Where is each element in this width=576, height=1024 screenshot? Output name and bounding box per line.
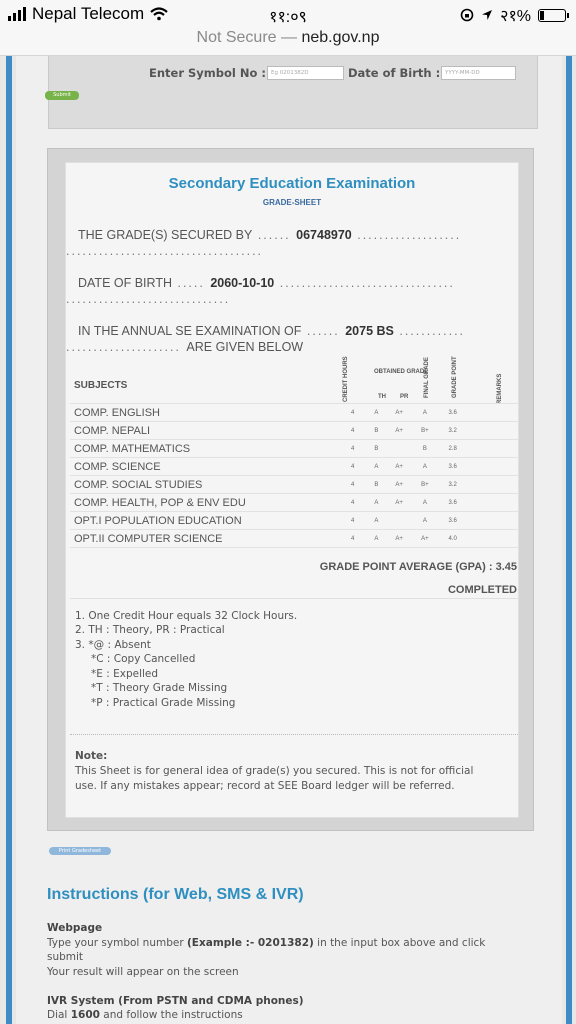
remarks-cell <box>467 440 518 458</box>
rotation-lock-icon <box>460 8 474 22</box>
th-grade-cell: B <box>365 422 387 440</box>
pr-grade-cell <box>387 512 411 530</box>
grade-row <box>70 494 518 512</box>
credit-cell: 4 <box>340 458 366 476</box>
legend-item: *P : Practical Grade Missing <box>91 697 236 709</box>
url-bar[interactable]: Not Secure — neb.gov.np <box>0 28 576 56</box>
webpage-instruction: submit <box>47 951 84 963</box>
remarks-cell <box>467 458 518 476</box>
grades-table <box>70 365 518 548</box>
final-grade-cell: A <box>411 458 439 476</box>
webpage-heading: Webpage <box>47 922 103 934</box>
right-accent-bar <box>566 56 572 1024</box>
dob-input[interactable]: YYYY-MM-DD <box>441 66 516 80</box>
dob-line: DATE OF BIRTH ..... 2060-10-10 ................................ <box>78 276 455 290</box>
ivr-heading: IVR System (From PSTN and CDMA phones) <box>47 995 304 1007</box>
legend <box>70 598 518 735</box>
webpage-instruction: Type your symbol number (Example :- 0201382) in the input box above and click <box>47 937 486 949</box>
exam-line: IN THE ANNUAL SE EXAMINATION OF ...... 2075 BS ............ <box>78 324 466 338</box>
subject-cell: OPT.I POPULATION EDUCATION <box>70 512 340 530</box>
webpage-instruction: Your result will appear on the screen <box>47 966 239 978</box>
grade-row <box>70 404 518 422</box>
legend-item: 3. *@ : Absent <box>75 639 151 651</box>
credit-cell: 4 <box>340 494 366 512</box>
subject-cell: COMP. ENGLISH <box>70 404 340 422</box>
subject-cell: COMP. NEPALI <box>70 422 340 440</box>
final-grade-cell: A <box>411 494 439 512</box>
symbol-number: 06748970 <box>296 228 352 242</box>
th-grade-cell: A <box>365 404 387 422</box>
note-heading: Note: <box>75 750 108 762</box>
credit-cell: 4 <box>340 530 366 548</box>
th-grade-cell: A <box>365 512 387 530</box>
grade-point-cell: 2.8 <box>439 440 467 458</box>
print-gradesheet-button[interactable]: Print Gradesheet <box>49 847 111 855</box>
final-grade-cell: B+ <box>411 422 439 440</box>
subjects-header: SUBJECTS <box>74 380 128 391</box>
remarks-cell <box>467 530 518 548</box>
security-label: Not Secure <box>196 29 277 46</box>
grade-row <box>70 512 518 530</box>
gradesheet-subtitle: GRADE-SHEET <box>262 198 322 207</box>
legend-item: *T : Theory Grade Missing <box>91 682 228 694</box>
th-grade-cell: A <box>365 530 387 548</box>
battery-percent: २१% <box>500 8 531 25</box>
remarks-cell <box>467 404 518 422</box>
th-grade-cell: A <box>365 458 387 476</box>
grade-row <box>70 530 518 548</box>
gpa-value: GRADE POINT AVERAGE (GPA) : 3.45 <box>319 561 517 573</box>
exam-title: Secondary Education Examination <box>168 175 416 192</box>
dob-label: Date of Birth : <box>348 66 441 80</box>
remarks-cell <box>467 494 518 512</box>
final-grade-header: FINAL GRADE <box>424 357 430 398</box>
remarks-cell <box>467 476 518 494</box>
grade-row <box>70 458 518 476</box>
th-grade-cell: B <box>365 440 387 458</box>
subject-cell: COMP. MATHEMATICS <box>70 440 340 458</box>
final-grade-cell: A+ <box>411 530 439 548</box>
note-line: This Sheet is for general idea of grade(s) you secured. This is not for official <box>75 765 474 777</box>
th-grade-cell: A <box>365 494 387 512</box>
grade-row <box>70 422 518 440</box>
legend-item: *C : Copy Cancelled <box>91 653 196 665</box>
pr-grade-cell: A+ <box>387 476 411 494</box>
pr-grade-cell: A+ <box>387 422 411 440</box>
secured-by-line: THE GRADE(S) SECURED BY ...... 06748970 ................... <box>78 228 462 242</box>
obtained-grade-header: OBTAINED GRADE <box>374 369 429 375</box>
left-accent-bar <box>6 56 12 1024</box>
note-line: use. If any mistakes appear; record at SEE Board ledger will be referred. <box>75 780 455 792</box>
final-grade-cell: B <box>411 440 439 458</box>
th-header: TH <box>378 394 386 400</box>
credit-cell: 4 <box>340 422 366 440</box>
pr-grade-cell: A+ <box>387 458 411 476</box>
grade-point-cell: 3.2 <box>439 422 467 440</box>
remarks-cell <box>467 512 518 530</box>
grade-point-cell: 3.6 <box>439 494 467 512</box>
clock: ११:०९ <box>269 9 307 26</box>
instructions-title: Instructions (for Web, SMS & IVR) <box>47 886 304 903</box>
remarks-header: REMARKS <box>497 373 503 404</box>
credit-hours-header: CREDIT HOURS <box>343 356 349 402</box>
exam-year: 2075 BS <box>345 324 394 338</box>
status-icons <box>460 4 566 26</box>
pr-grade-cell: A+ <box>387 530 411 548</box>
subject-cell: COMP. SOCIAL STUDIES <box>70 476 340 494</box>
grade-row <box>70 440 518 458</box>
subject-cell: COMP. SCIENCE <box>70 458 340 476</box>
grade-rows <box>70 404 518 548</box>
symbol-input[interactable]: Eg 0201382D <box>267 66 344 80</box>
result-status: COMPLETED <box>447 584 517 596</box>
final-grade-cell: B+ <box>411 476 439 494</box>
carrier-name: Nepal Telecom <box>32 4 145 23</box>
domain-label: neb.gov.np <box>301 29 380 46</box>
dob-value: 2060-10-10 <box>210 276 275 290</box>
final-grade-cell: A <box>411 512 439 530</box>
legend-item: 2. TH : Theory, PR : Practical <box>75 624 225 636</box>
remarks-cell <box>467 422 518 440</box>
legend-item: 1. One Credit Hour equals 32 Clock Hours. <box>75 610 298 622</box>
ivr-instruction: Dial 1600 and follow the instructions <box>47 1009 243 1021</box>
search-form <box>48 56 538 129</box>
pr-header: PR <box>400 394 409 400</box>
submit-button[interactable]: Submit <box>45 91 79 100</box>
credit-cell: 4 <box>340 440 366 458</box>
status-bar <box>0 0 576 28</box>
battery-icon <box>538 9 566 22</box>
credit-cell: 4 <box>340 476 366 494</box>
grade-row <box>70 476 518 494</box>
pr-grade-cell <box>387 440 411 458</box>
th-grade-cell: B <box>365 476 387 494</box>
grade-point-cell: 3.2 <box>439 476 467 494</box>
pr-grade-cell: A+ <box>387 404 411 422</box>
location-icon <box>481 9 493 21</box>
disclaimer-note <box>75 749 515 794</box>
grade-point-cell: 3.6 <box>439 458 467 476</box>
grade-point-header: GRADE POINT <box>452 356 458 398</box>
symbol-label: Enter Symbol No : <box>149 66 266 80</box>
pr-grade-cell: A+ <box>387 494 411 512</box>
final-grade-cell: A <box>411 404 439 422</box>
credit-cell: 4 <box>340 512 366 530</box>
legend-item: *E : Expelled <box>91 668 159 680</box>
subject-cell: COMP. HEALTH, POP & ENV EDU <box>70 494 340 512</box>
grade-point-cell: 3.6 <box>439 512 467 530</box>
credit-cell: 4 <box>340 404 366 422</box>
given-below: ARE GIVEN BELOW <box>186 340 304 354</box>
grade-point-cell: 4.0 <box>439 530 467 548</box>
subject-cell: OPT.II COMPUTER SCIENCE <box>70 530 340 548</box>
grade-point-cell: 3.6 <box>439 404 467 422</box>
